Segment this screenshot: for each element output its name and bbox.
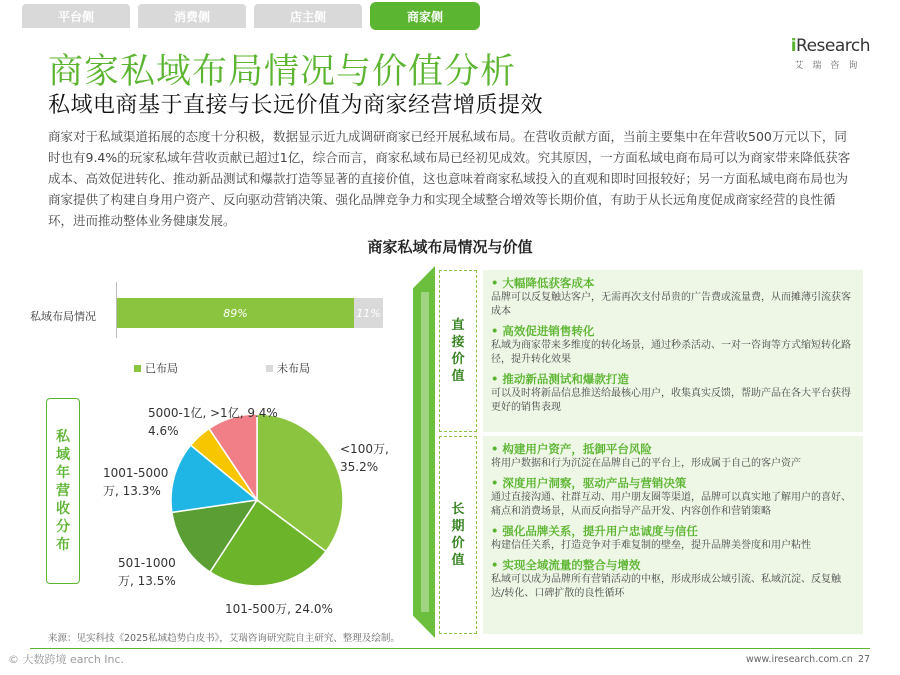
tab-platform[interactable]: 平台侧 [22,4,130,28]
legend-deployed: 已布局 [134,360,178,376]
longterm-value-items [483,436,863,634]
pie-label-1001-5000: 1001-5000 万, 13.3% [103,466,169,498]
list-item: • 实现全域流量的整合与增效 私域可以成为品牌所有营销活动的中枢，形成形成公域引流、私域沉淀、反复触达/转化、口碑扩散的良性循环 [491,558,841,599]
pie-title-char: 分 [56,519,70,535]
page-subtitle: 私域电商基于直接与长远价值为商家经营增质提效 [48,93,544,118]
value-panel [413,266,865,638]
pie-title-char: 收 [56,501,70,517]
logo-brand: iResearch [790,36,870,56]
list-item: • 强化品牌关系，提升用户忠诚度与信任 构建信任关系，打造竞争对手难复制的壁垒，提升品牌美誉度和用户粘性 [491,524,811,551]
pie-title-char: 布 [56,537,70,553]
pie-label-5000-1yi: 5000-1亿, 4.6% [148,406,207,438]
pie-title-char: 域 [56,447,70,463]
page-number: 27 [858,654,871,665]
footer-watermark: © 大数跨境 earch Inc. [8,653,125,666]
pie-title-char: 营 [56,483,70,499]
list-item: • 深度用户洞察，驱动产品与营销决策 通过直接沟通、社群互动、用户朋友圈等渠道，品牌可以真实地了解用户的喜好、痛点和消费场景，从而反向指导产品开发、内容创作和营销策略 [491,476,851,517]
chart-heading: 商家私域布局情况与价值 [367,238,533,256]
direct-value-group [439,270,863,432]
intro-paragraph: 商家对于私域渠道拓展的态度十分积极，数据显示近九成调研商家已经开展私域布局。在营收贡献方面，当前主要集中在年营收500万元以下，同时也有9.4%的玩家私域年营收贡献已超过1亿，综合而言，商家私域布局已经初见成效。究其原因，一方面私域电商布局可以为商家带来降低获客成本、高效促进转化、推动新品测试和爆款打造等显著的直接价值，这也意味着商家私域投入的直观和即时回报较好；另一方面私域电商布局也为商家提供了构建自身用户资产、反向驱动营销决策、强化品牌竞争力和实现全域整合增效等长期价值，有助于从长远角度促成商家经营的良性循环，进而推动整体业务健康发展。 [48,129,851,228]
logo-sub: 艾瑞咨询 [794,61,867,71]
pie-title-char: 私 [56,429,70,445]
pie-label-501-1000: 501-1000 万, 13.5% [118,556,176,588]
tab-consumer[interactable]: 消费侧 [138,4,246,28]
pie-title-char: 年 [56,465,70,481]
pie-label-gt1yi: >1亿, 9.4% [210,406,278,420]
bar-category-label: 私域布局情况 [30,310,96,323]
tab-merchant[interactable]: 商家侧 [370,2,480,30]
source-note: 来源：见实科技《2025私域趋势白皮书》，艾瑞咨询研究院自主研究、整理及绘制。 [48,633,400,644]
page-title: 商家私域布局情况与价值分析 [48,52,517,92]
direct-value-items [483,270,863,432]
panel-side-highlight [421,292,429,612]
footer-url[interactable]: www.iresearch.com.cn [746,654,853,665]
longterm-value-label: 长 期 价 值 [439,436,477,634]
legend-not-deployed: 未布局 [266,360,310,376]
bar-deployed: 89% [117,298,354,328]
list-item: • 构建用户资产，抵御平台风险 将用户数据和行为沉淀在品牌自己的平台上，形成属于自己的客户资产 [491,442,801,469]
longterm-value-group [439,436,863,634]
direct-value-label: 直 接 价 值 [439,270,477,432]
bar-not-deployed: 11% [354,298,383,328]
pie-label-lt100: <100万, 35.2% [340,442,389,474]
footer-divider [30,648,870,649]
tab-shopowner[interactable]: 店主侧 [254,4,362,28]
list-item: • 大幅降低获客成本 品牌可以反复触达客户，无需再次支付昂贵的广告费或流量费，从而摊薄引流获客成本 [491,276,851,317]
list-item: • 推动新品测试和爆款打造 可以及时将新品信息推送给最核心用户，收集真实反馈，帮助产品在各大平台获得更好的销售表现 [491,372,851,413]
list-item: • 高效促进销售转化 私域为商家带来多维度的转化场景，通过秒杀活动、一对一咨询等方式缩短转化路径，提升转化效果 [491,324,851,365]
pie-label-101-500: 101-500万, 24.0% [225,602,333,616]
